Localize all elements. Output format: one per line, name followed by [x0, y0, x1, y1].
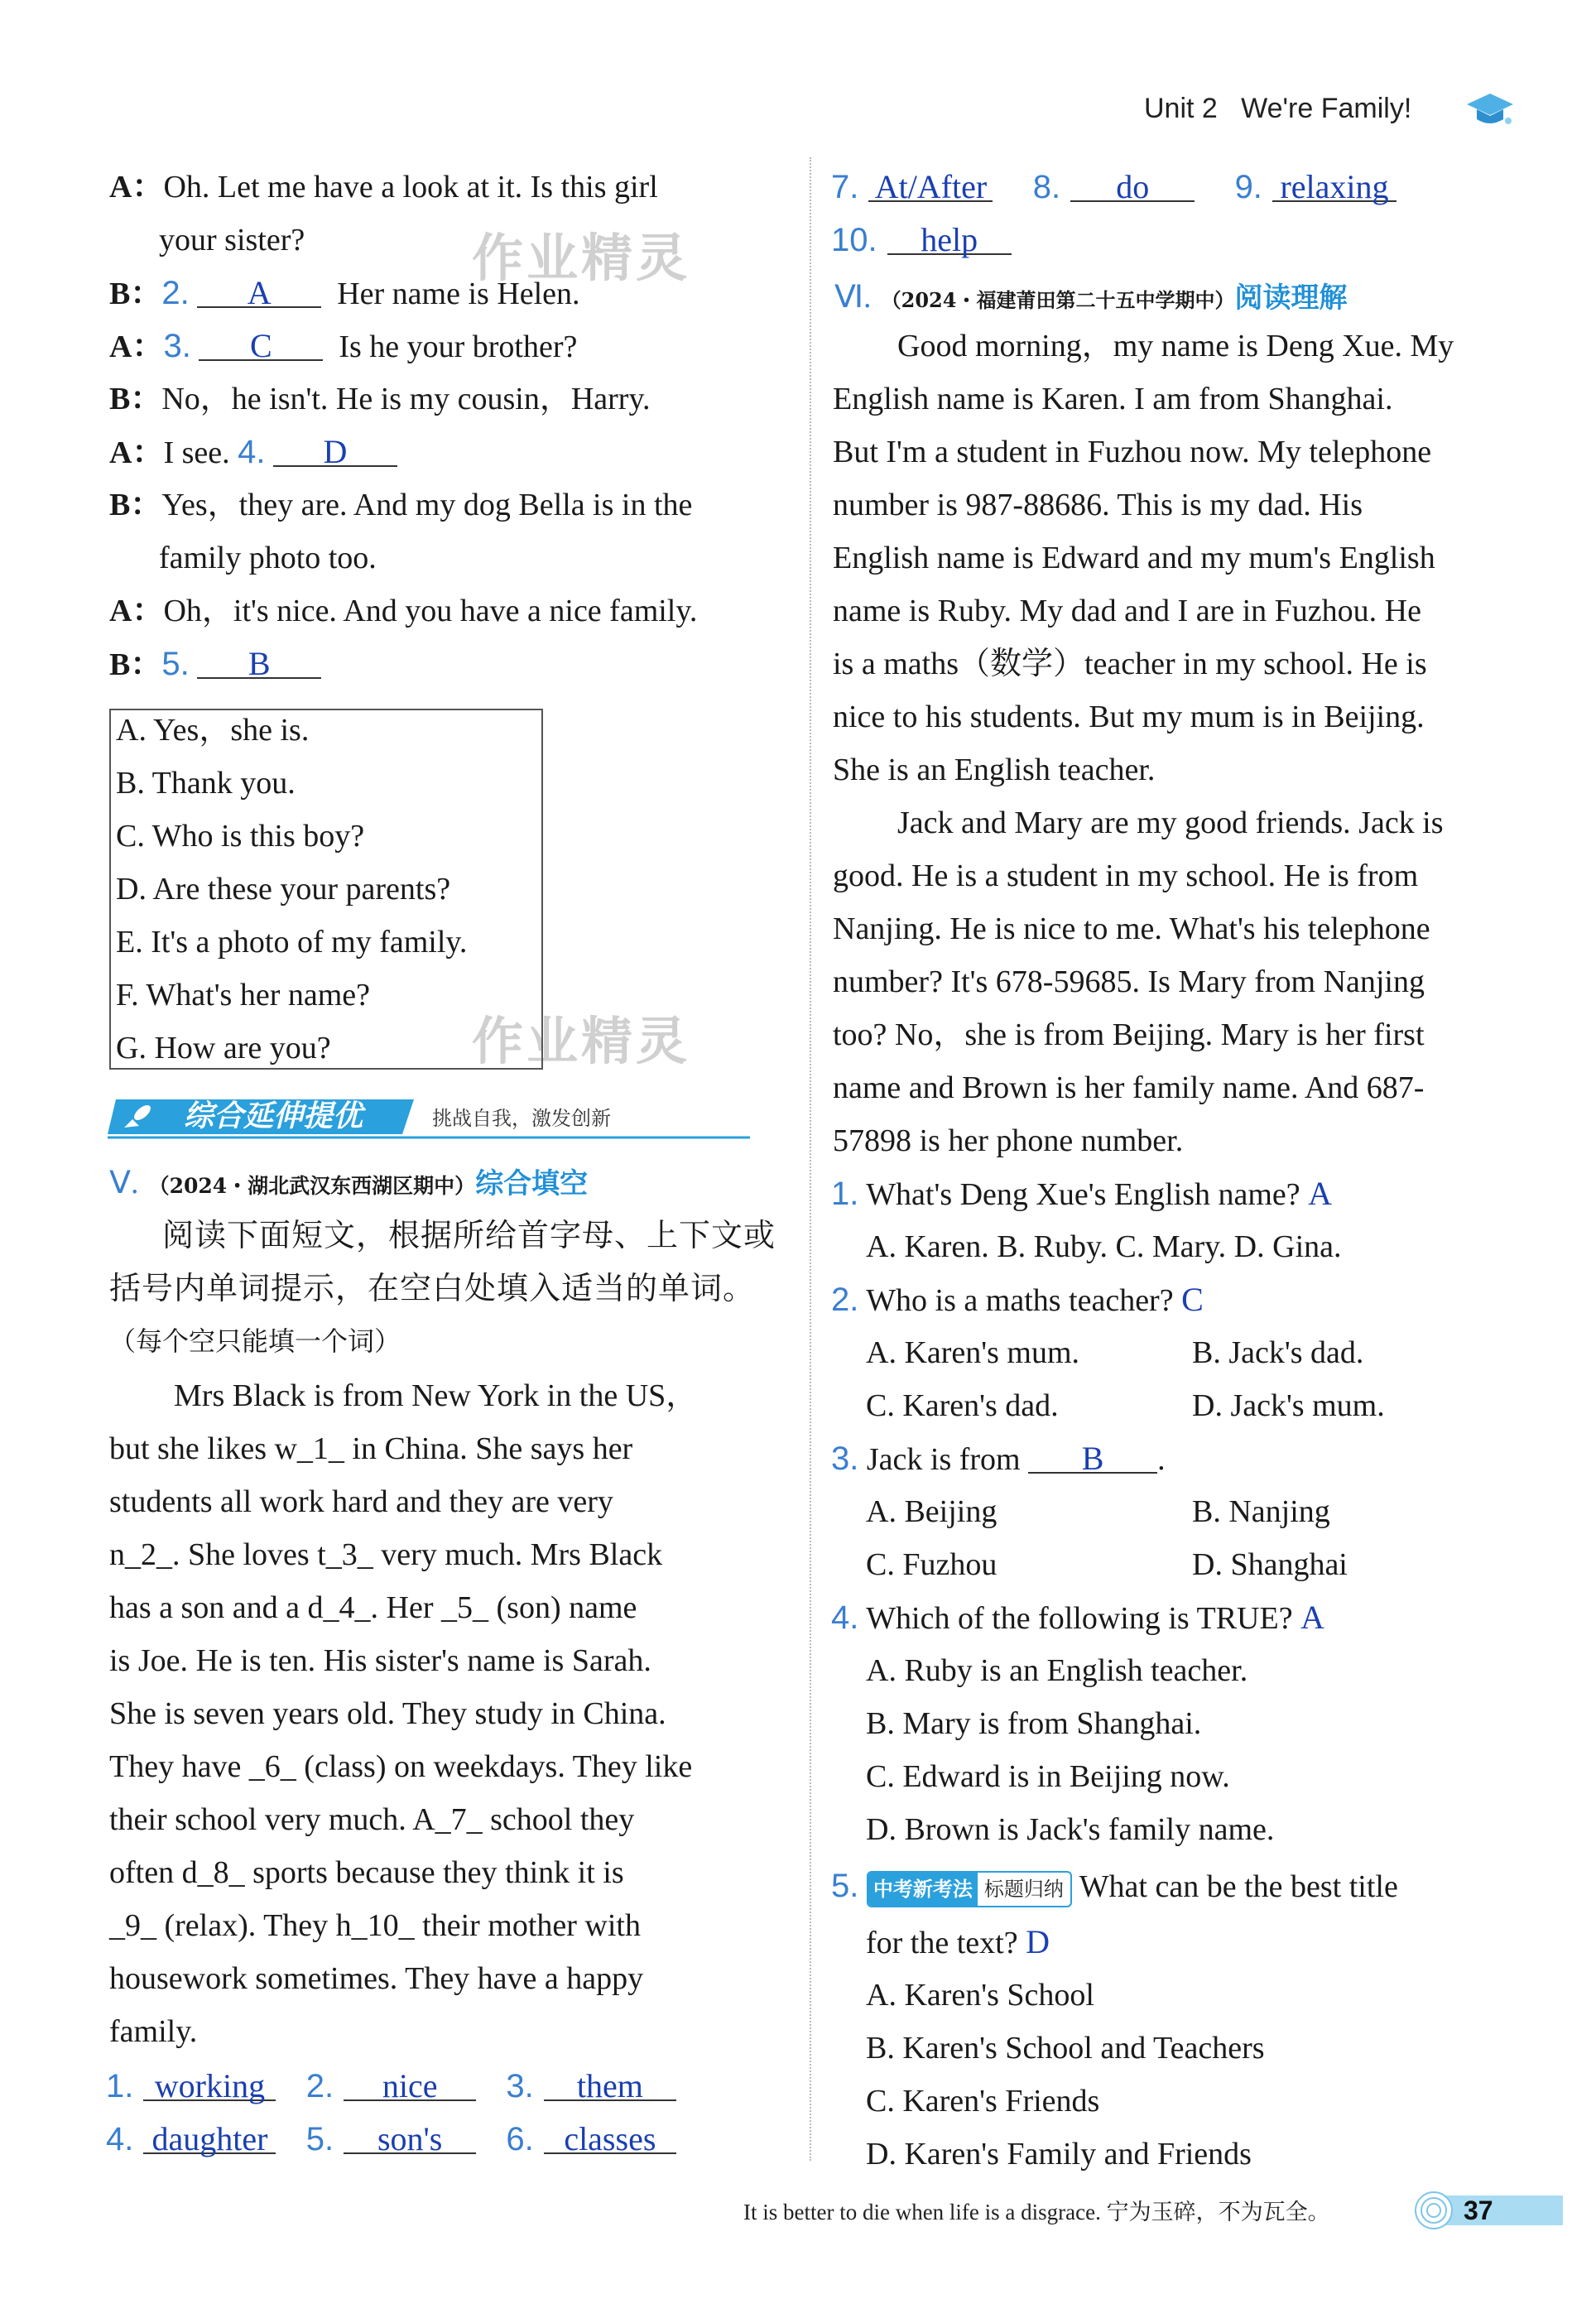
passage-line: English name is Edward and my mum's English	[833, 541, 1435, 575]
passage-line: number is 987-88686. This is my dad. His	[833, 488, 1363, 522]
watermark: 作业精灵	[472, 1011, 691, 1071]
answer: C	[1181, 1281, 1204, 1318]
option-item: D. Are these your parents?	[116, 872, 451, 907]
option-item: B. Mary is from Shanghai.	[866, 1706, 1202, 1741]
passage-line: number? It's 678-59685. Is Mary from Nanjing	[833, 964, 1425, 999]
rocket-icon	[121, 1101, 154, 1131]
passage-line: students all work hard and they are very	[109, 1484, 613, 1519]
dialogue-line: B：2. A Her name is Helen.	[109, 267, 580, 320]
question: 1. What's Deng Xue's English name? A	[831, 1175, 1333, 1212]
page-number-badge	[1409, 2191, 1563, 2230]
instruction: （每个空只能填一个词）	[109, 1325, 401, 1357]
answer-row: 1. working 2. nice 3. them	[106, 2060, 676, 2113]
dialogue-line: A：Oh，it's nice. And you have a nice family.	[109, 594, 698, 628]
passage-line: Jack and Mary are my good friends. Jack is	[897, 806, 1444, 840]
passage-line: Good morning，my name is Deng Xue. My	[897, 329, 1454, 363]
option-item: B. Thank you.	[116, 766, 296, 801]
option-item: G. How are you?	[116, 1031, 331, 1065]
watermark: 作业精灵	[472, 228, 691, 288]
option-item: C. Fuzhou	[866, 1547, 997, 1582]
dialogue-line: your sister?	[159, 223, 305, 257]
passage-line: Mrs Black is from New York in the US，	[174, 1378, 698, 1413]
option-item: C. Karen's Friends	[866, 2084, 1100, 2119]
question: for the text? D	[866, 1923, 1050, 1960]
passage-line: n_2_. She loves t_3_ very much. Mrs Black	[109, 1537, 663, 1572]
dialogue-line: A：Oh. Let me have a look at it. Is this girl	[109, 170, 658, 204]
option-item: D. Jack's mum.	[1192, 1388, 1385, 1423]
section-banner	[108, 1094, 750, 1142]
option-item: A. Karen's mum.	[866, 1335, 1080, 1370]
graduation-cap-icon	[1465, 89, 1515, 131]
answer: C	[249, 327, 272, 364]
tag-badge: 中考新考法 标题归纳	[867, 1871, 1072, 1907]
option-item: B. Nanjing	[1192, 1494, 1330, 1529]
question: 4. Which of the following is TRUE? A	[831, 1599, 1324, 1636]
page-number: 37	[1464, 2196, 1493, 2225]
answer-row: 10. help	[831, 214, 1012, 267]
answer-row: 4. daughter 5. son's 6. classes	[106, 2113, 676, 2166]
answer: D	[323, 433, 348, 470]
unit-title: We're Family!	[1241, 93, 1412, 124]
option-item: A. Yes，she is.	[116, 713, 310, 748]
question: 2. Who is a maths teacher? C	[831, 1281, 1204, 1318]
answer: A	[1300, 1599, 1324, 1636]
answer: D	[1026, 1923, 1050, 1960]
passage-line: 57898 is her phone number.	[833, 1123, 1184, 1158]
instruction: 括号内单词提示，在空白处填入适当的单词。	[109, 1270, 756, 1306]
option-item: B. Karen's School and Teachers	[866, 2031, 1265, 2066]
column-divider	[810, 157, 811, 2161]
passage-line: has a son and a d_4_. Her _5_ (son) name	[109, 1590, 637, 1625]
option-item: A. Beijing	[866, 1494, 997, 1529]
dialogue-line: family photo too.	[159, 541, 377, 575]
option-item: A. Karen's School	[866, 1978, 1094, 2013]
passage-line: _9_ (relax). They h_10_ their mother with	[109, 1908, 641, 1943]
answer: A	[1308, 1175, 1333, 1212]
passage-line: But I'm a student in Fuzhou now. My telephone	[833, 435, 1432, 469]
passage-line: their school very much. A_7_ school they	[109, 1802, 635, 1837]
passage-line: too? No，she is from Beijing. Mary is her first	[833, 1017, 1425, 1052]
question-options: A. Karen. B. Ruby. C. Mary. D. Gina.	[866, 1229, 1342, 1264]
section-header: Ⅴ. （2024・湖北武汉东西湖区期中）综合填空	[109, 1166, 589, 1200]
unit-number: Unit 2	[1144, 93, 1218, 124]
option-item: B. Jack's dad.	[1192, 1335, 1364, 1370]
passage-line: but she likes w_1_ in China. She says her	[109, 1431, 633, 1466]
option-item: F. What's her name?	[116, 978, 371, 1012]
dialogue-line: A：I see. 4. D	[109, 426, 397, 479]
banner-title: 综合延伸提优	[184, 1099, 363, 1133]
passage-line: good. He is a student in my school. He is from	[833, 858, 1419, 893]
option-item: C. Edward is in Beijing now.	[866, 1759, 1230, 1794]
passage-line: often d_8_ sports because they think it is	[109, 1855, 624, 1890]
dialogue-line: A：3. C Is he your brother?	[109, 320, 577, 373]
answer: A	[247, 274, 272, 311]
passage-line: name is Ruby. My dad and I are in Fuzhou. He	[833, 594, 1421, 628]
banner-subtitle: 挑战自我，激发创新	[432, 1107, 611, 1130]
passage-line: housework sometimes. They have a happy	[109, 1961, 644, 1996]
question: 5. 中考新考法 标题归纳 What can be the best title	[831, 1859, 1398, 1913]
instruction: 阅读下面短文，根据所给首字母、上下文或	[162, 1217, 776, 1253]
option-item: C. Karen's dad.	[866, 1388, 1059, 1423]
answer-row: 7. At/After 8. do 9. relaxing	[831, 161, 1396, 214]
dialogue-line: B：5. B	[109, 637, 321, 691]
passage-line: nice to his students. But my mum is in Beijing.	[833, 700, 1425, 734]
passage-line: They have _6_ (class) on weekdays. They like	[109, 1749, 693, 1784]
option-item: D. Brown is Jack's family name.	[866, 1812, 1275, 1847]
footer-quote: It is better to die when life is a disgrace. 宁为玉碎，不为瓦全。	[743, 2200, 1330, 2224]
option-item: D. Karen's Family and Friends	[866, 2137, 1252, 2172]
passage-line: name and Brown is her family name. And 687-	[833, 1070, 1425, 1105]
passage-line: She is an English teacher.	[833, 753, 1156, 787]
option-item: E. It's a photo of my family.	[116, 925, 468, 960]
option-item: A. Ruby is an English teacher.	[866, 1653, 1248, 1688]
passage-line: family.	[109, 2014, 198, 2049]
passage-line: English name is Karen. I am from Shanghai.	[833, 382, 1393, 416]
answer: B	[1081, 1440, 1104, 1477]
passage-line: is Joe. He is ten. His sister's name is Sarah.	[109, 1643, 651, 1678]
passage-line: Nanjing. He is nice to me. What's his telephone	[833, 911, 1430, 946]
dialogue-line: B：Yes，they are. And my dog Bella is in the	[109, 488, 693, 522]
section-header: Ⅵ. （2024・福建莆田第二十五中学期中）阅读理解	[834, 280, 1348, 315]
passage-line: is a maths（数学）teacher in my school. He is	[833, 647, 1427, 681]
option-item: C. Who is this boy?	[116, 819, 365, 854]
unit-header	[1144, 93, 1411, 125]
question: 3. Jack is from B .	[831, 1432, 1166, 1486]
answer: B	[248, 645, 271, 682]
dialogue-line: B：No，he isn't. He is my cousin，Harry.	[109, 382, 651, 416]
passage-line: She is seven years old. They study in China.	[109, 1696, 666, 1731]
option-item: D. Shanghai	[1192, 1547, 1348, 1582]
